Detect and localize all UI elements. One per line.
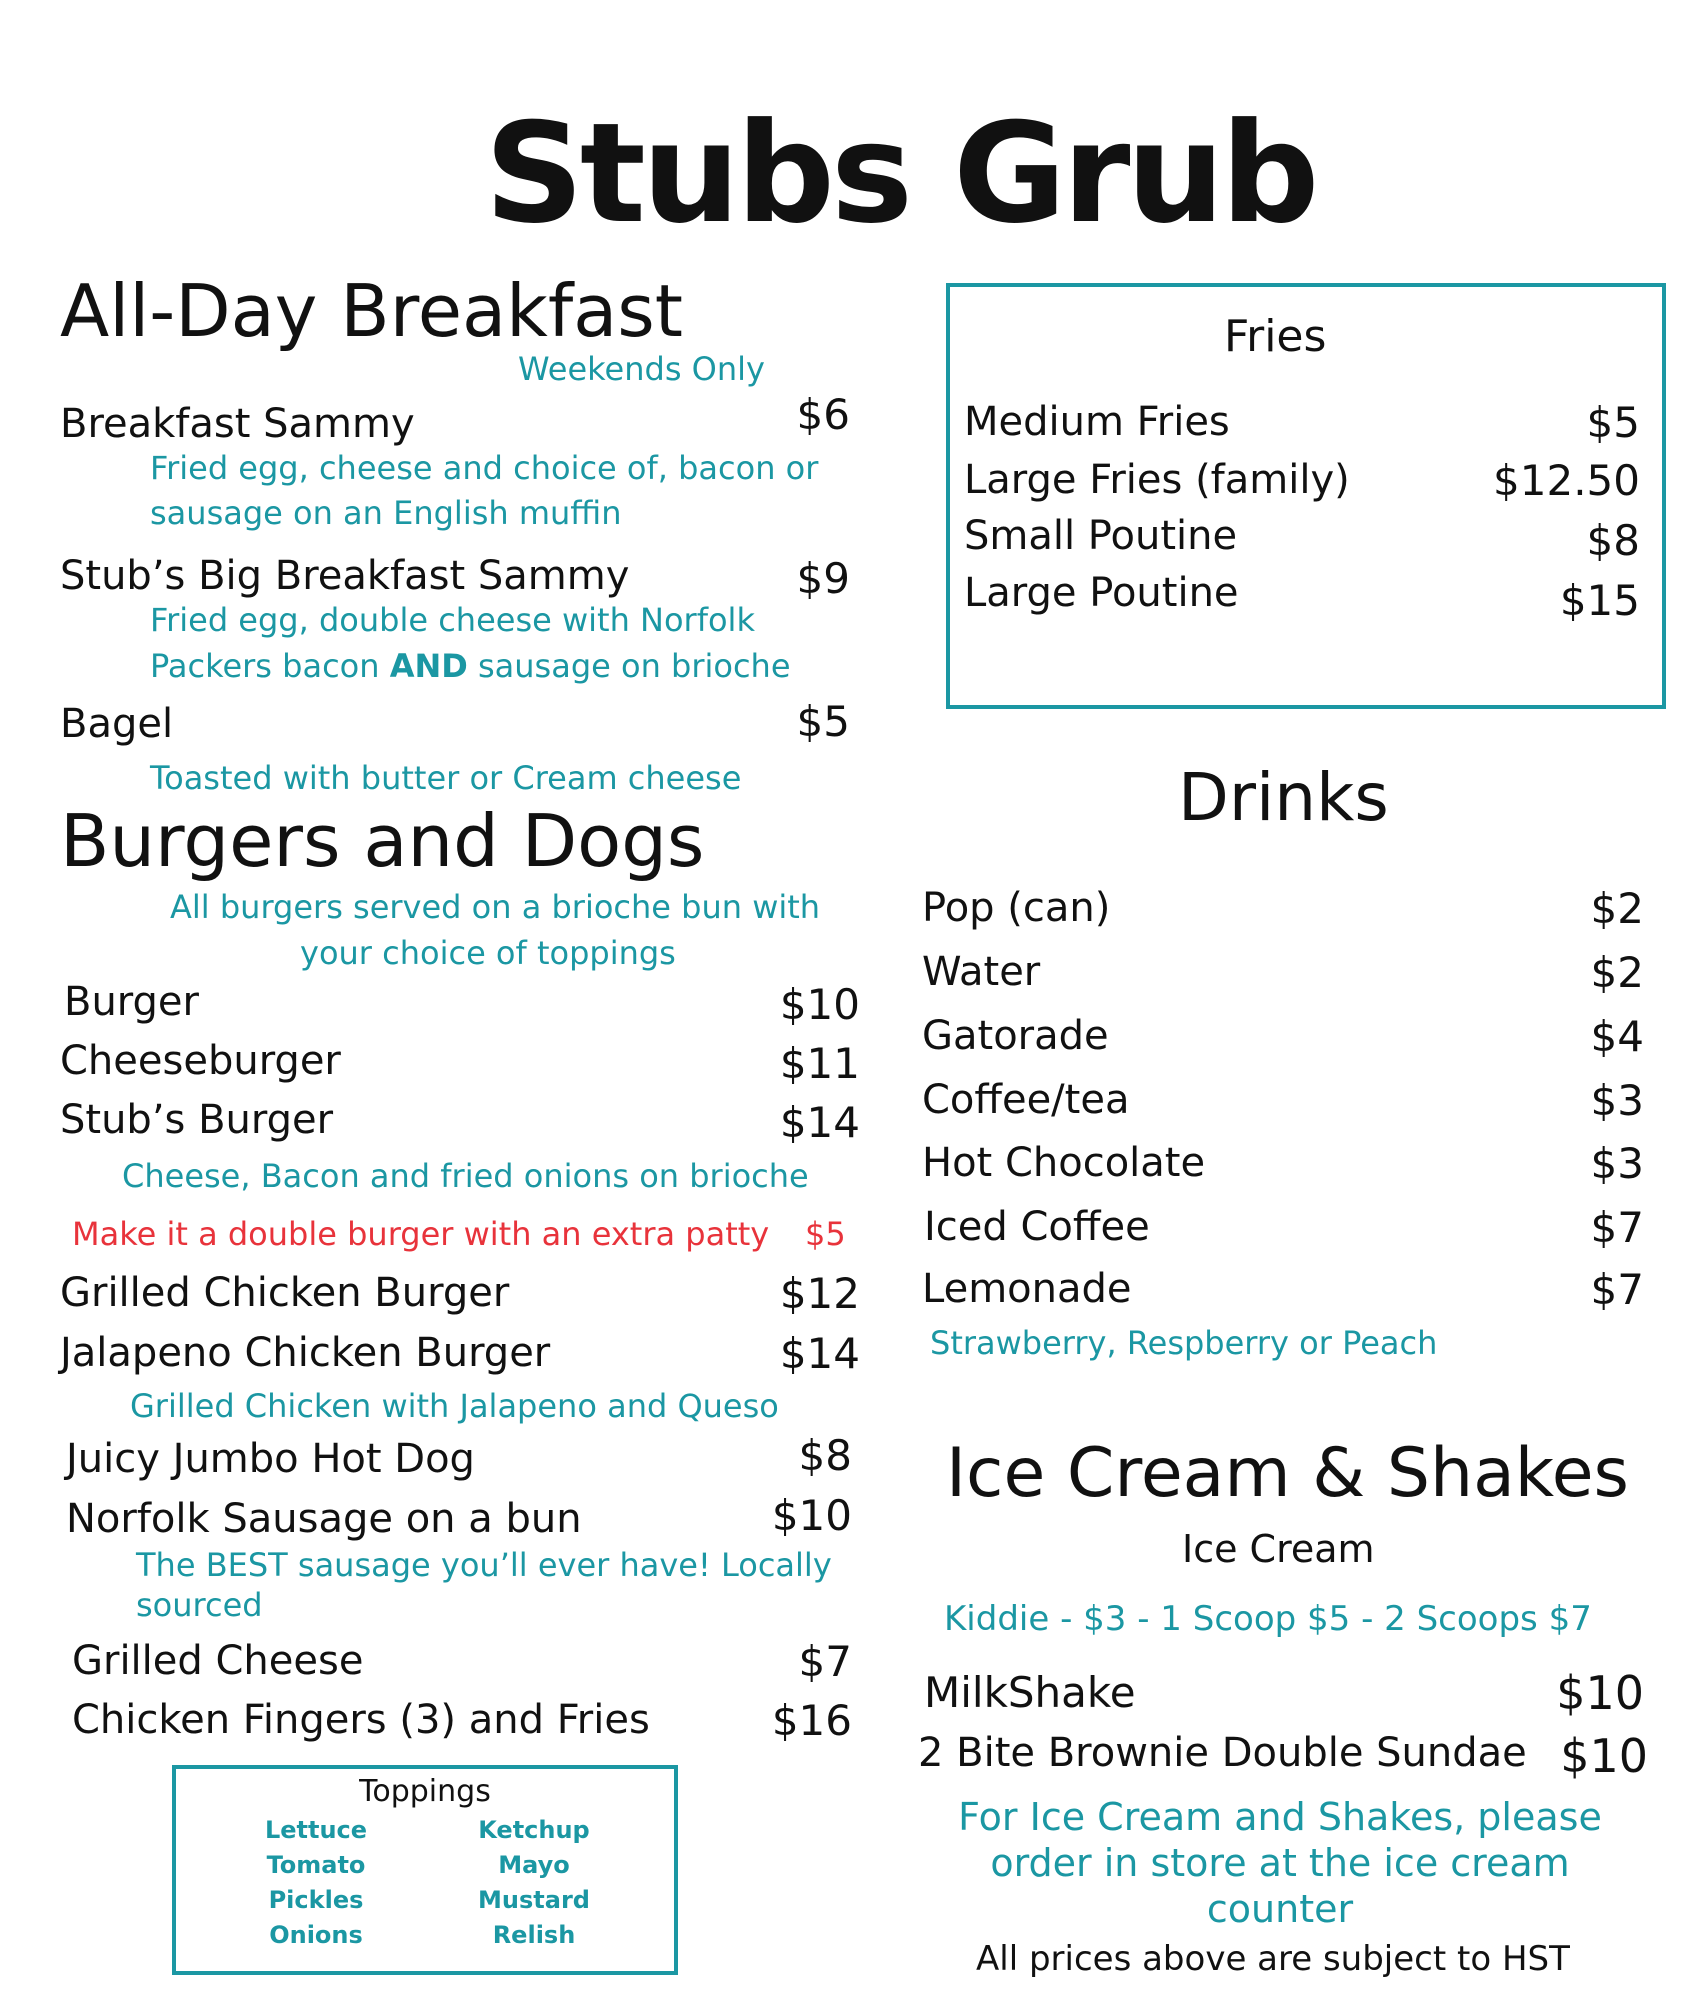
menu-item-price: $10 (1560, 1729, 1648, 1783)
menu-item-description: The BEST sausage you’ll ever have! Locally (136, 1546, 832, 1584)
menu-item-name: Stub’s Big Breakfast Sammy (60, 553, 630, 599)
burgers-note: your choice of toppings (300, 934, 676, 972)
menu-item-price: $14 (779, 1098, 860, 1147)
menu-item-name: Medium Fries (964, 399, 1230, 445)
menu-item-price: $3 (1590, 1076, 1644, 1125)
menu-item-price: $5 (796, 697, 850, 746)
menu-item-name: Chicken Fingers (3) and Fries (72, 1697, 650, 1743)
topping-item: Mayo (498, 1851, 570, 1879)
topping-item: Tomato (266, 1851, 366, 1879)
menu-item-name: Stub’s Burger (60, 1097, 334, 1143)
menu-item-description: sausage on an English muffin (150, 494, 622, 532)
menu-item-price: $7 (798, 1637, 852, 1686)
menu-item-price: $11 (779, 1039, 860, 1088)
menu-item-price: $16 (771, 1696, 852, 1745)
menu-item-name: Water (922, 949, 1041, 995)
menu-item-price: $7 (1590, 1203, 1644, 1252)
icecream-scoop-prices: Kiddie - $3 - 1 Scoop $5 - 2 Scoops $7 (944, 1599, 1592, 1639)
menu-item-price: $2 (1590, 948, 1644, 997)
menu-item-name: 2 Bite Brownie Double Sundae (918, 1730, 1527, 1776)
icecream-heading: Ice Cream & Shakes (946, 1434, 1629, 1513)
menu-item-price: $12 (779, 1269, 860, 1318)
desc-text: sausage on brioche (467, 647, 791, 685)
menu-item-name: Norfolk Sausage on a bun (66, 1496, 582, 1542)
menu-item-price: $14 (779, 1329, 860, 1378)
topping-item: Onions (269, 1921, 363, 1949)
menu-item-name: Large Fries (family) (964, 457, 1350, 503)
menu-item-name: Gatorade (922, 1013, 1109, 1059)
desc-text: Packers bacon (150, 647, 390, 685)
topping-item: Mustard (478, 1886, 590, 1914)
menu-item-name: Cheeseburger (60, 1038, 341, 1084)
menu-item-name: Burger (64, 979, 199, 1025)
fries-heading: Fries (1224, 311, 1327, 362)
menu-item-price: $10 (1556, 1666, 1644, 1720)
menu-item-name: Grilled Chicken Burger (60, 1270, 510, 1316)
toppings-heading: Toppings (359, 1774, 491, 1809)
menu-item-price: $6 (796, 390, 850, 439)
drinks-heading: Drinks (1178, 759, 1389, 836)
menu-item-name: Coffee/tea (922, 1077, 1130, 1123)
icecream-subheading: Ice Cream (1182, 1527, 1375, 1571)
toppings-left-list (226, 1813, 406, 1953)
menu-item-price: $2 (1590, 884, 1644, 933)
menu-item-name: Iced Coffee (924, 1204, 1150, 1250)
menu-item-description: sourced (136, 1586, 263, 1624)
menu-item-price: $9 (796, 554, 850, 603)
topping-item: Pickles (268, 1886, 364, 1914)
breakfast-note: Weekends Only (518, 350, 765, 388)
menu-item-description: Cheese, Bacon and fried onions on brioche (122, 1157, 809, 1195)
menu-item-name: Lemonade (922, 1266, 1132, 1312)
lemonade-flavours: Strawberry, Respberry or Peach (930, 1324, 1438, 1362)
menu-item-price: $12.50 (1493, 456, 1640, 505)
icecream-order-note (930, 1794, 1630, 1932)
order-note-line: For Ice Cream and Shakes, please (958, 1795, 1602, 1839)
menu-item-price: $5 (1586, 398, 1640, 447)
menu-item-price: $7 (1590, 1265, 1644, 1314)
menu-item-name: Small Poutine (964, 513, 1238, 559)
menu-item-price: $10 (771, 1491, 852, 1540)
double-burger-price: $5 (805, 1215, 846, 1253)
burgers-heading: Burgers and Dogs (60, 799, 705, 883)
menu-item-price: $10 (779, 980, 860, 1029)
double-burger-note: Make it a double burger with an extra patty (72, 1215, 770, 1253)
topping-item: Ketchup (478, 1816, 590, 1844)
menu-item-name: Bagel (60, 701, 174, 747)
menu-item-description: Fried egg, cheese and choice of, bacon or (150, 449, 819, 487)
restaurant-title: Stubs Grub (484, 93, 1316, 254)
topping-item: Lettuce (264, 1816, 368, 1844)
menu-item-description: Toasted with butter or Cream cheese (150, 759, 742, 797)
tax-note: All prices above are subject to HST (976, 1939, 1570, 1979)
menu-item-description: Fried egg, double cheese with Norfolk (150, 601, 755, 639)
desc-emphasis: AND (389, 647, 468, 685)
menu-item-price: $4 (1590, 1012, 1644, 1061)
order-note-line: order in store at the ice cream (990, 1841, 1570, 1885)
menu-item-price: $15 (1559, 576, 1640, 625)
menu-item-name: Hot Chocolate (922, 1140, 1206, 1186)
menu-item-name: Breakfast Sammy (60, 401, 415, 447)
menu-item-price: $8 (1586, 516, 1640, 565)
menu-item-description: Grilled Chicken with Jalapeno and Queso (130, 1387, 779, 1425)
menu-item-price: $3 (1590, 1139, 1644, 1188)
menu-item-description-line (150, 644, 791, 689)
menu-item-name: MilkShake (924, 1668, 1136, 1717)
menu-item-name: Grilled Cheese (72, 1638, 364, 1684)
menu-item-name: Juicy Jumbo Hot Dog (66, 1436, 475, 1482)
order-note-line: counter (1206, 1887, 1354, 1931)
toppings-box (172, 1765, 678, 1975)
menu-item-name: Large Poutine (964, 570, 1239, 616)
breakfast-heading: All-Day Breakfast (60, 269, 684, 353)
topping-item: Relish (492, 1921, 576, 1949)
toppings-right-list (444, 1813, 624, 1953)
burgers-note: All burgers served on a brioche bun with (170, 888, 821, 926)
menu-item-name: Pop (can) (922, 885, 1111, 931)
menu-item-price: $8 (798, 1431, 852, 1480)
menu-item-name: Jalapeno Chicken Burger (60, 1330, 551, 1376)
